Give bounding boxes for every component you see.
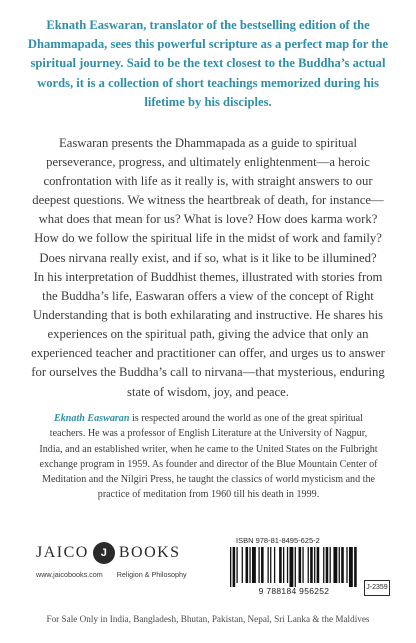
barcode-bar <box>341 547 344 583</box>
barcode-digits: 9 788184 956252 <box>258 586 330 596</box>
barcode-bar <box>236 547 237 583</box>
barcode-bar <box>308 547 309 583</box>
barcode-bar <box>333 547 337 583</box>
publisher-name-right: BOOKS <box>118 544 181 561</box>
barcode-bar <box>339 547 340 583</box>
barcode-bar <box>242 547 243 583</box>
book-code-badge: J-2359 <box>364 580 390 596</box>
barcode-bar <box>314 547 315 583</box>
barcode-bar <box>287 547 288 583</box>
barcode-bar <box>249 547 250 583</box>
barcode-bar <box>246 547 249 583</box>
isbn-label: ISBN 978-81-8495-625-2 <box>236 536 320 545</box>
barcode-bar <box>230 547 231 587</box>
publisher-meta <box>36 570 226 579</box>
barcode-bar <box>299 547 302 583</box>
barcode-bar <box>233 547 236 587</box>
barcode-bar <box>330 547 331 583</box>
sale-territory-note: For Sale Only in India, Bangladesh, Bhutan, Pakistan, Nepal, Sri Lanka & the Maldives <box>46 614 370 624</box>
barcode-bar <box>274 547 275 583</box>
author-bio-text: is respected around the world as one of the great spiritual teachers. He was a professor of English Literature at the University of Nagpur, India, and an established writer, when he came to the United States on the Fulbright exchange program in 1959. As founder and director of the Blue Mountain Center of Meditation and the Nilgiri Press, he taught the classics of world mysticism and the practice of meditation from 1960 till his death in 1999. <box>39 413 378 501</box>
barcode-bar <box>283 547 284 583</box>
barcode-bar <box>279 547 282 583</box>
barcode-bar <box>346 547 347 583</box>
barcode-bar <box>295 547 296 587</box>
barcode-icon <box>228 547 360 587</box>
barcode-bar <box>317 547 320 583</box>
book-category: Religion & Philosophy <box>116 570 187 579</box>
barcode-bar <box>289 547 293 587</box>
barcode-bar <box>261 547 264 583</box>
blurb-paragraph-1: Easwaran presents the Dhammapada as a guide to spiritual perseverance, progress, and ultimately enlightenment—a heroic confrontation with life as it really is, with straight answers to our deepest questions. We witness the heartbreak of death, for instance—what does that mean for us? What is love? How does karma work? How do we follow the spiritual life in the midst of work and family? Does nirvana really exist, and if so, what is it like to be illumined? <box>32 136 384 265</box>
blurb-paragraph-2: In his interpretation of Buddhist themes, illustrated with stories from the Buddha’s life, Easwaran offers a view of the concept of Right Understanding that is both exhilarating and instructive. He shares his experiences on the spiritual path, giving the advice that only an experienced teacher and practitioner can offer, and urges us to answer for ourselves the Buddha’s call to nirvana—that mysterious, enduring state of wisdom, joy, and peace. <box>31 270 385 399</box>
lead-blurb: Eknath Easwaran, translator of the bestselling edition of the Dhammapada, sees this powerful scripture as a perfect map for the spiritual journey. Said to be the text closest to the Buddha’s actual words, it is a collection of short teachings memorized during his lifetime by his disciples. <box>27 18 389 109</box>
barcode-bar <box>310 547 313 583</box>
barcode-bar <box>323 547 324 583</box>
barcode-bar <box>267 547 268 583</box>
author-bio <box>38 411 379 503</box>
barcode-bar <box>258 547 259 583</box>
publisher-block <box>36 540 226 590</box>
isbn-block <box>228 536 360 600</box>
author-name: Eknath Easwaran <box>54 413 130 424</box>
barcode-bar <box>326 547 329 583</box>
barcode-bar <box>302 547 303 583</box>
jaico-logo-icon: J <box>93 542 115 564</box>
publisher-name-left: JAICO <box>36 544 89 561</box>
barcode-bar <box>252 547 256 583</box>
publisher-website: www.jaicobooks.com <box>36 570 103 579</box>
publisher-logo <box>36 540 226 566</box>
barcode-bar <box>349 547 353 587</box>
barcode-bar <box>354 547 357 587</box>
barcode-bar <box>270 547 271 583</box>
